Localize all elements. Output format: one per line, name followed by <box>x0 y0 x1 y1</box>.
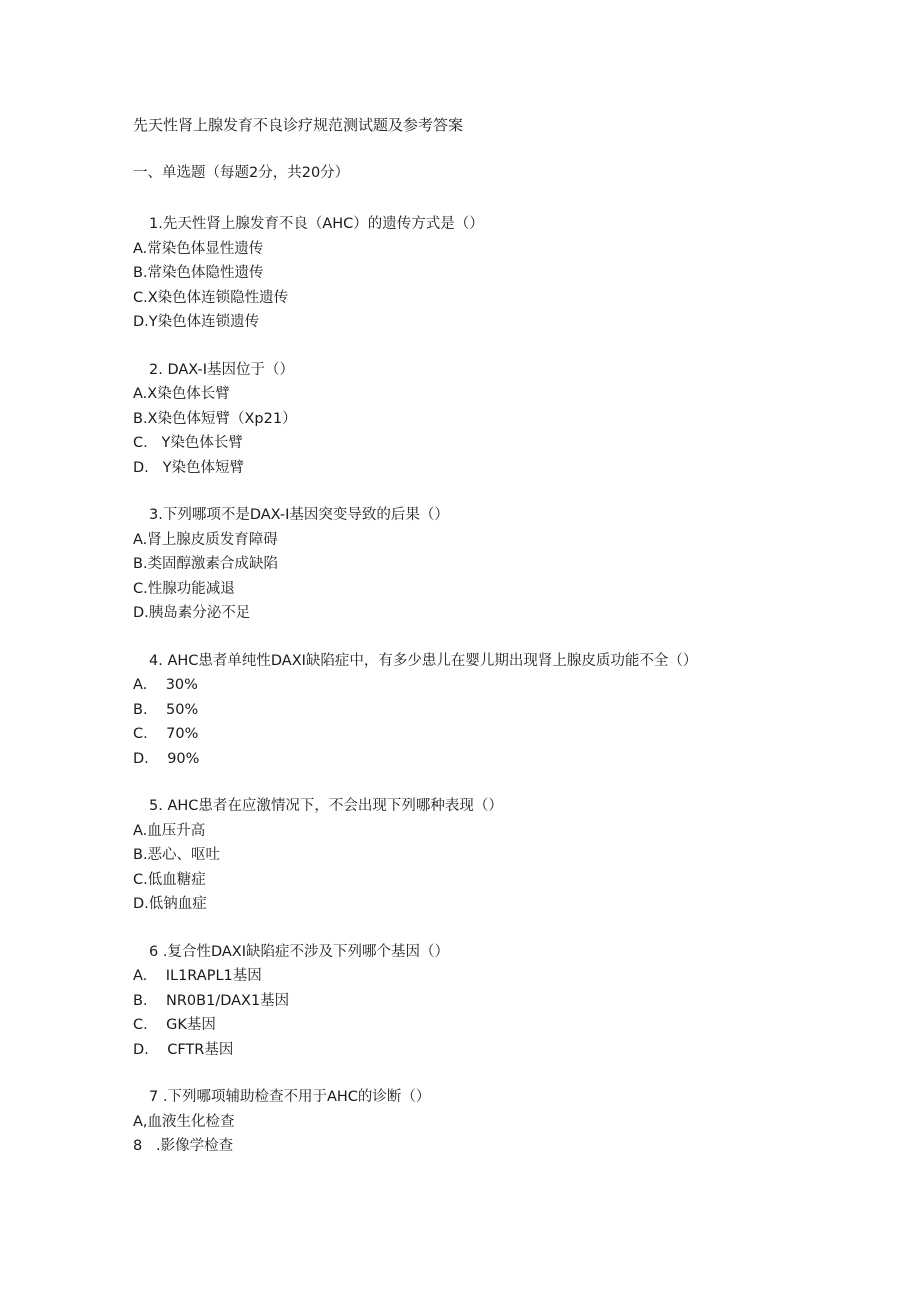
option-a: A. 30% <box>133 677 198 693</box>
question-1 <box>133 212 893 335</box>
option-b: B. 50% <box>133 701 199 718</box>
option-c: C.性腺功能减退 <box>133 580 235 597</box>
option-b: B.类固醇激素合成缺陷 <box>133 556 279 572</box>
section-heading: 一、单选题（每题2分，共20分） <box>133 165 350 181</box>
question-stem: 5. AHC患者在应激情况下，不会出现下列哪种表现（） <box>149 798 503 814</box>
option-b: B.X染色体短臂（Xp21） <box>133 410 297 427</box>
question-stem: 3.下列哪项不是DAX-I基因突变导致的后果（） <box>149 507 449 523</box>
option-c: C.X染色体连锁隐性遗传 <box>133 289 289 306</box>
question-3 <box>133 503 893 626</box>
document-title: 先天性肾上腺发育不良诊疗规范测试题及参考答案 <box>133 116 464 134</box>
question-stem: 2. DAX-I基因位于（） <box>149 361 294 378</box>
question-stem: 1.先天性肾上腺发育不良（AHC）的遗传方式是（） <box>149 216 484 232</box>
question-4 <box>133 649 893 772</box>
option-c: C. Y染色体长臂 <box>133 435 243 451</box>
option-c: C. 70% <box>133 726 199 742</box>
question-stem: 6 .复合性DAXI缺陷症不涉及下列哪个基因（） <box>149 943 449 960</box>
option-d: D. 90% <box>133 750 200 767</box>
option-d: D. CFTR基因 <box>133 1041 234 1058</box>
option-a: A. IL1RAPL1基因 <box>133 968 262 984</box>
option-b: B.恶心、呕吐 <box>133 847 221 863</box>
option-a: A.常染色体显性遗传 <box>133 240 264 257</box>
question-5 <box>133 794 893 917</box>
question-2 <box>133 358 893 481</box>
option-a: A.血压升高 <box>133 822 206 839</box>
option-d: D.胰岛素分泌不足 <box>133 605 251 621</box>
option-b: B.常染色体隐性遗传 <box>133 265 264 281</box>
option-d: D.Y染色体连锁遗传 <box>133 314 260 330</box>
option-a: A.肾上腺皮质发育障碍 <box>133 531 278 548</box>
option-d: D.低钠血症 <box>133 896 207 912</box>
question-list <box>133 212 893 1182</box>
option-b: 8 .影像学检查 <box>133 1138 234 1154</box>
option-d: D. Y染色体短臂 <box>133 459 244 476</box>
option-a: A.X染色体长臂 <box>133 386 230 402</box>
question-stem: 4. AHC患者单纯性DAXI缺陷症中，有多少患儿在婴儿期出现肾上腺皮质功能不全（） <box>149 652 698 669</box>
question-6 <box>133 940 893 1063</box>
question-stem: 7 .下列哪项辅助检查不用于AHC的诊断（） <box>149 1089 431 1105</box>
option-c: C. GK基因 <box>133 1017 216 1033</box>
question-7 <box>133 1085 893 1159</box>
option-a: A,血液生化检查 <box>133 1113 235 1130</box>
option-b: B. NR0B1/DAX1基因 <box>133 992 290 1009</box>
option-c: C.低血糖症 <box>133 871 206 888</box>
